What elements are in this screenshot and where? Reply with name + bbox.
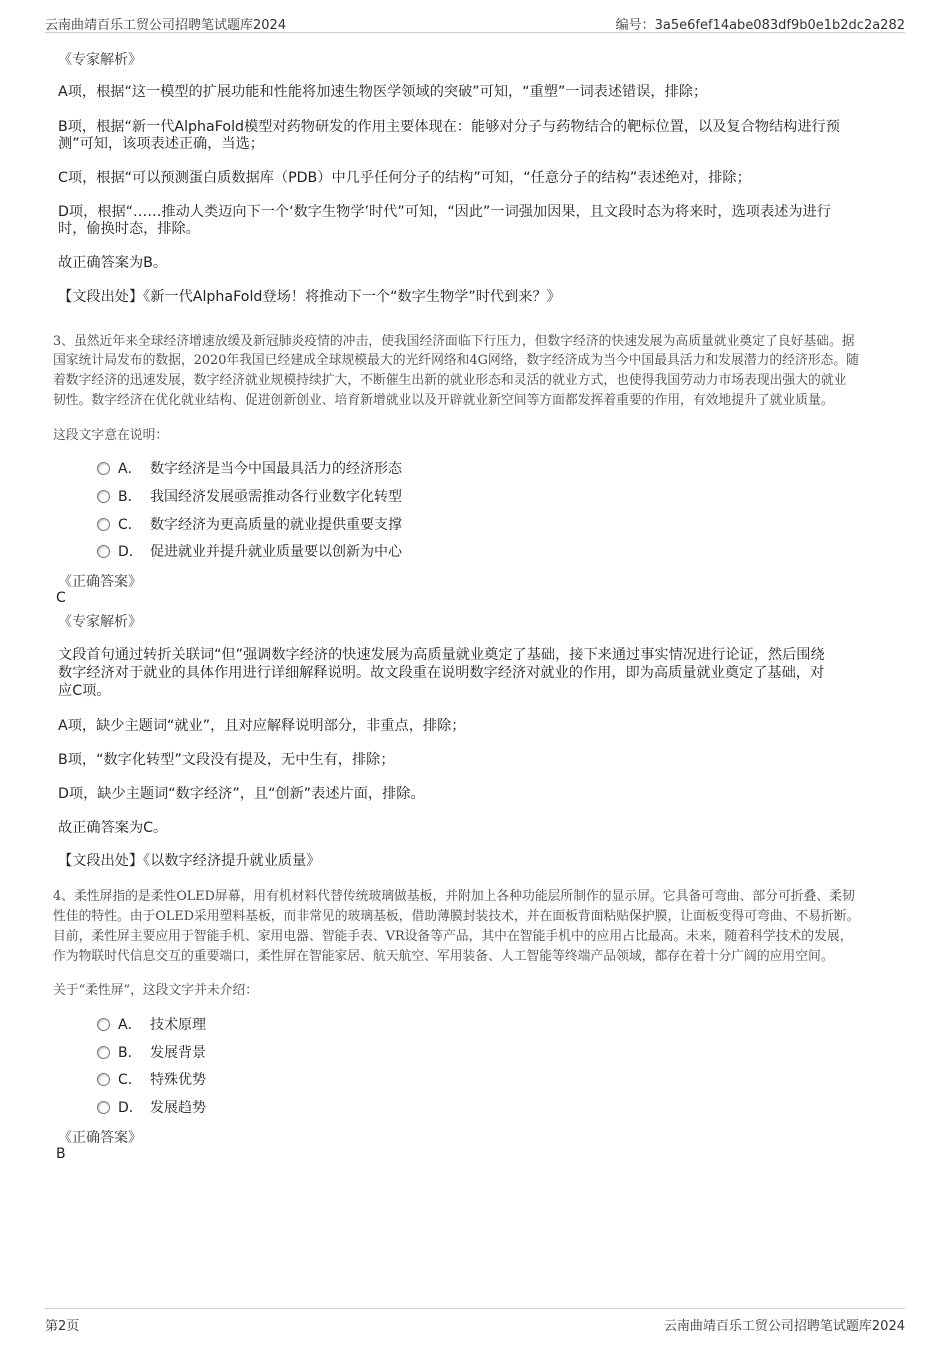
q3-prompt: 这段文字意在说明： xyxy=(53,428,169,443)
option-text: 我国经济发展亟需推动各行业数字化转型 xyxy=(150,489,402,505)
option-text: 技术原理 xyxy=(150,1017,206,1033)
page-header xyxy=(45,12,905,33)
q3-analysis-intro-2: 数字经济对于就业的具体作用进行详细解释说明。故文段重在说明数字经济对就业的作用，即为高质量就业奠定了基础，对 xyxy=(58,665,825,681)
page-footer xyxy=(45,1308,905,1335)
radio-icon[interactable] xyxy=(97,545,110,558)
q3-analysis-intro-1: 文段首句通过转折关联词“但”强调数字经济的快速发展为高质量就业奠定了基础，接下来通过事实情况进行论证，然后围绕 xyxy=(58,647,825,663)
radio-icon[interactable] xyxy=(97,518,110,531)
radio-icon[interactable] xyxy=(97,1018,110,1031)
q4-answer-label: 《正确答案》 xyxy=(58,1130,142,1146)
q2-analysis-b-1: B项，根据“新一代AlphaFold模型对药物研发的作用主要体现在：能够对分子与药物结合的靶标位置，以及复合物结构进行预 xyxy=(58,119,840,135)
option-text: 数字经济是当今中国最具活力的经济形态 xyxy=(150,461,402,477)
radio-icon[interactable] xyxy=(97,1101,110,1114)
q2-source: 【文段出处】《新一代AlphaFold登场！将推动下一个“数字生物学”时代到来？》 xyxy=(58,289,561,305)
q3-analysis-intro-3: 应C项。 xyxy=(58,683,111,699)
q3-source: 【文段出处】《以数字经济提升就业质量》 xyxy=(58,853,321,869)
q3-passage-line: 3、虽然近年来全球经济增速放缓及新冠肺炎疫情的冲击，使我国经济面临下行压力，但数字经济的快速发展为高质量就业奠定了良好基础。据 xyxy=(53,334,855,349)
q3-answer-label: 《正确答案》 xyxy=(58,574,142,590)
q4-passage-line: 作为物联时代信息交互的重要端口，柔性屏在智能家居、航天航空、军用装备、人工智能等终端产品领域，都存在着十分广阔的应用空间。 xyxy=(53,949,834,964)
option-text: 促进就业并提升就业质量要以创新为中心 xyxy=(150,544,402,560)
q4-option-d[interactable] xyxy=(97,1097,206,1117)
q3-analysis-a: A项，缺少主题词“就业”，且对应解释说明部分，非重点，排除； xyxy=(58,718,466,734)
q4-answer: B xyxy=(56,1146,66,1162)
option-text: 发展背景 xyxy=(150,1045,206,1061)
option-key: C． xyxy=(118,1072,142,1088)
option-key: D． xyxy=(118,1100,143,1116)
q2-analysis-a: A项，根据“这一模型的扩展功能和性能将加速生物医学领域的突破”可知，“重塑”一词表述错误，排除； xyxy=(58,84,708,100)
header-title: 云南曲靖百乐工贸公司招聘笔试题库2024 xyxy=(45,18,287,33)
q2-conclusion: 故正确答案为B。 xyxy=(58,255,168,271)
header-doc-id: 编号：3a5e6fef14abe083df9b0e1b2dc2a282 xyxy=(615,18,905,33)
q3-analysis-label: 《专家解析》 xyxy=(58,614,142,630)
option-key: B． xyxy=(118,1045,142,1061)
option-text: 发展趋势 xyxy=(150,1100,206,1116)
radio-icon[interactable] xyxy=(97,1073,110,1086)
q4-passage-line: 性佳的特性。由于OLED采用塑料基板，而非常见的玻璃基板，借助薄膜封装技术，并在面板背面粘贴保护膜，让面板变得可弯曲、不易折断。 xyxy=(53,909,860,924)
option-key: B． xyxy=(118,489,142,505)
footer-title: 云南曲靖百乐工贸公司招聘笔试题库2024 xyxy=(663,1319,905,1334)
q3-option-a[interactable] xyxy=(97,458,402,478)
q4-prompt: 关于“柔性屏”，这段文字并未介绍： xyxy=(53,983,259,998)
q3-answer: C xyxy=(56,590,66,606)
q3-conclusion: 故正确答案为C。 xyxy=(58,820,168,836)
q2-analysis-c: C项，根据“可以预测蛋白质数据库（PDB）中几乎任何分子的结构”可知，“任意分子的结构”表述绝对，排除； xyxy=(58,170,751,186)
radio-icon[interactable] xyxy=(97,462,110,475)
option-key: A． xyxy=(118,461,142,477)
option-key: A． xyxy=(118,1017,142,1033)
q4-option-c[interactable] xyxy=(97,1069,206,1089)
radio-icon[interactable] xyxy=(97,490,110,503)
q2-analysis-b-2: 测”可知，该项表述正确，当选； xyxy=(58,136,264,152)
q3-passage-line: 国家统计局发布的数据，2020年我国已经建成全球规模最大的光纤网络和4G网络，数字经济成为当今中国最具活力和发展潜力的经济形态。随 xyxy=(53,353,859,368)
option-key: D． xyxy=(118,544,143,560)
q2-analysis-d-1: D项，根据“……推动人类迈向下一个‘数字生物学’时代”可知，“因此”一词强加因果，且文段时态为将来时，选项表述为进行 xyxy=(58,204,831,220)
option-key: C． xyxy=(118,517,142,533)
q3-option-d[interactable] xyxy=(97,541,402,561)
q3-option-c[interactable] xyxy=(97,514,402,534)
q4-passage-line: 目前，柔性屏主要应用于智能手机、家用电器、智能手表、VR设备等产品，其中在智能手机中的应用占比最高。未来，随着科学技术的发展， xyxy=(53,929,853,944)
q3-passage-line: 着数字经济的迅速发展，数字经济就业规模持续扩大，不断催生出新的就业形态和灵活的就业方式，也使得我国劳动力市场表现出强大的就业 xyxy=(53,373,847,388)
q3-analysis-b: B项，“数字化转型”文段没有提及，无中生有，排除； xyxy=(58,752,395,768)
q3-analysis-d: D项，缺少主题词“数字经济”，且“创新”表述片面，排除。 xyxy=(58,786,425,802)
radio-icon[interactable] xyxy=(97,1046,110,1059)
q4-passage-line: 4、柔性屏指的是柔性OLED屏幕，用有机材料代替传统玻璃做基板，并附加上各种功能层所制作的显示屏。它具备可弯曲、部分可折叠、柔韧 xyxy=(53,889,855,904)
q2-analysis-label: 《专家解析》 xyxy=(58,52,142,68)
q4-option-a[interactable] xyxy=(97,1014,206,1034)
option-text: 数字经济为更高质量的就业提供重要支撑 xyxy=(150,517,402,533)
q3-passage-line: 韧性。数字经济在优化就业结构、促进创新创业、培育新增就业以及开辟就业新空间等方面都发挥着重要的作用，有效地提升了就业质量。 xyxy=(53,393,834,408)
option-text: 特殊优势 xyxy=(150,1072,206,1088)
q2-analysis-d-2: 时，偷换时态，排除。 xyxy=(58,221,200,237)
q3-option-b[interactable] xyxy=(97,486,402,506)
page-number: 第2页 xyxy=(45,1319,80,1334)
q4-option-b[interactable] xyxy=(97,1042,206,1062)
